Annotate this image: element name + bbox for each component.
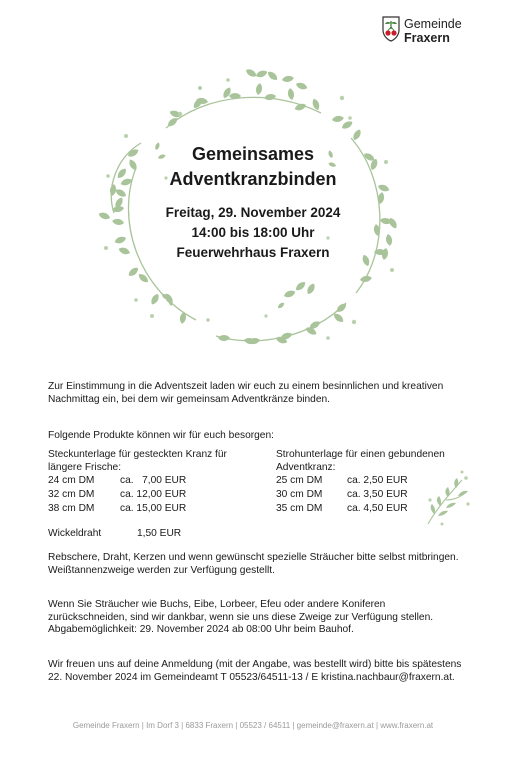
steckunterlage-heading-1: Steckunterlage für gesteckten Kranz für — [48, 449, 227, 460]
event-date: Freitag, 29. November 2024 — [165, 205, 341, 220]
price-row-size: 30 cm DM — [276, 489, 323, 500]
sprig-decoration — [422, 470, 470, 528]
registration-line-2: 22. November 2024 im Gemeindeamt T 05523/64511-13 / E kristina.nachbaur@fraxern.at. — [48, 671, 455, 683]
steckunterlage-group — [48, 449, 227, 474]
intro-line-2: Nachmittag ein, bei dem wir gemeinsam Adventkränze binden. — [48, 393, 331, 405]
price-row-price: ca. 4,50 EUR — [347, 503, 408, 514]
registration-paragraph — [48, 659, 468, 684]
price-row-size: 24 cm DM — [48, 475, 95, 486]
bring-line-1: Rebschere, Draht, Kerzen und wenn gewünscht spezielle Sträucher bitte selbst mitbringen. — [48, 552, 459, 563]
bring-line-2: Weißtannenzweige werden zur Verfügung gestellt. — [48, 564, 275, 576]
strohunterlage-heading-1: Strohunterlage für einen gebundenen — [276, 449, 445, 460]
event-time: 14:00 bis 18:00 Uhr — [191, 225, 315, 240]
price-row-price: ca. 2,50 EUR — [347, 475, 408, 486]
registration-line-1: Wir freuen uns auf deine Anmeldung (mit der Angabe, was bestellt wird) bitte bis spätestens — [48, 659, 462, 670]
price-row-size: 38 cm DM — [48, 503, 95, 514]
price-row-size: 35 cm DM — [276, 503, 323, 514]
price-row-price: ca. 12,00 EUR — [120, 489, 187, 500]
municipality-logo — [382, 16, 494, 46]
event-title-line-2: Adventkranzbinden — [169, 169, 337, 189]
event-location: Feuerwehrhaus Fraxern — [176, 245, 330, 260]
footer: Gemeinde Fraxern | Im Dorf 3 | 6833 Fraxern | 05523 / 64511 | gemeinde@fraxern.at | www.fraxern.at — [72, 721, 434, 730]
products-heading: Folgende Produkte können wir für euch besorgen: — [48, 430, 274, 441]
wire-price: 1,50 EUR — [137, 528, 182, 539]
strohunterlage-heading-2: Adventkranz: — [276, 461, 336, 473]
cuttings-paragraph — [48, 599, 468, 637]
coat-of-arms-icon — [382, 16, 400, 42]
intro-line-1: Zur Einstimmung in die Adventszeit laden wir euch zu einem besinnlichen und kreativen — [48, 381, 444, 392]
event-title-line-1: Gemeinsames — [191, 144, 315, 164]
price-row-price: ca. 15,00 EUR — [120, 503, 187, 514]
wire-label: Wickeldraht — [48, 528, 102, 539]
strohunterlage-group — [276, 449, 445, 474]
price-row-price: ca. 7,00 EUR — [120, 475, 187, 486]
cuttings-line-1: Wenn Sie Sträucher wie Buchs, Eibe, Lorbeer, Efeu oder andere Koniferen — [48, 599, 386, 610]
price-row-price: ca. 3,50 EUR — [347, 489, 408, 500]
price-row-size: 25 cm DM — [276, 475, 323, 486]
price-row-size: 32 cm DM — [48, 489, 95, 500]
logo-wordmark — [404, 17, 462, 45]
bring-paragraph — [48, 552, 468, 577]
logo-line-2: Fraxern — [404, 31, 450, 45]
cuttings-line-3: Abgabemöglichkeit: 29. November 2024 ab 08:00 Uhr beim Bauhof. — [48, 624, 354, 636]
cuttings-line-2: zurückschneiden, sind wir dankbar, wenn sie uns diese Zweige zur Verfügung stellen. — [48, 611, 434, 623]
steckunterlage-heading-2: längere Frische: — [48, 461, 122, 473]
intro-paragraph — [48, 381, 468, 406]
logo-line-1: Gemeinde — [404, 17, 462, 31]
